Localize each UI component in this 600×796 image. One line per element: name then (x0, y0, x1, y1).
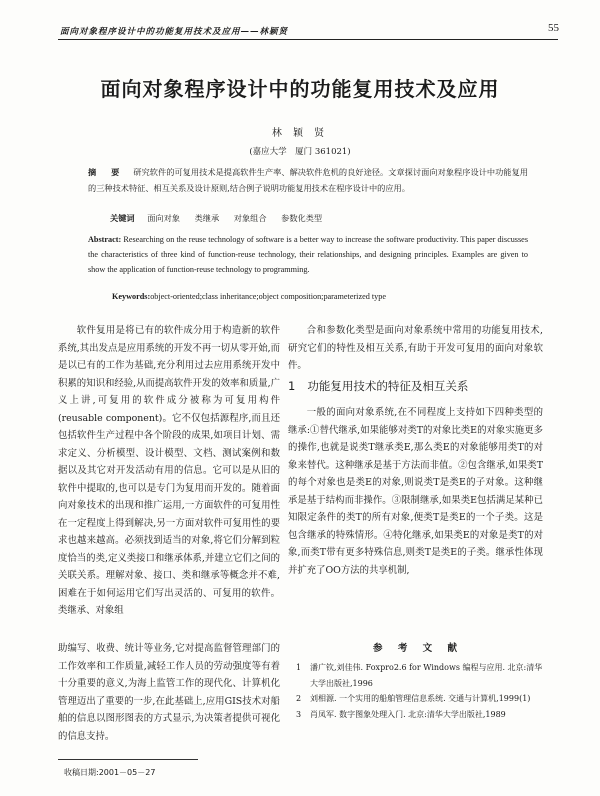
section-heading (288, 378, 548, 394)
body-paragraph-bottom-left: 助编写、收费、统计等业务,它对提高监督管理部门的工作效率和工作质量,减轻工作人员的劳动强度等有着十分重要的意义,为海上监管工作的现代化、计算机化管理迈出了重要的一步,在此基础上,应用GIS技术对船舶的信息以图形图表的方式显示,为决策者提供可视化的信息支持。 (58, 643, 280, 742)
abstract-text: 研究软件的可复用技术是提高软件生产率、解决软件危机的良好途径。文章探讨面向对象程序设计中功能复用的三种技术特征、相互关系及设计原则,结合例子说明功能复用技术在程序设计中的应用。 (88, 167, 528, 193)
received-date: 收稿日期:2001－05－27 (64, 768, 156, 777)
body-paragraph-right: 一般的面向对象系统,在不同程度上支持如下四种类型的继承:①替代继承,如果能够对类T的对象比类E的对象实施更多的操作,也就是说类T继承类E,那么类E的对象能够用类T的对象来替代。这种继承是基于方法而非值。②包含继承,如果类T的每个对象也是类E的对象,则说类T是类E的子对象。这种继承是基于结构而非操作。③限制继承,如果类E包括满足某种已知限定条件的类T的所有对象,便类T是类E的一个子类。这是包含继承的特殊情形。④特化继承,如果类E的对象是类T的对象,而类T带有更多特殊信息,则类T是类E的子类。继承性体现并扩充了OO方法的共享机制, (288, 407, 543, 576)
reference-number: 3 (296, 709, 302, 719)
body-paragraph-right-top: 合和参数化类型是面向对象系统中常用的功能复用技术,研究它们的特性及相互关系,有助于开发可复用的面向对象软件。 (288, 325, 543, 371)
reference-number: 1 (296, 663, 302, 672)
abstract-en-text: Researching on the reuse technology of software is a better way to increase the software productivity. This paper discusses the characteristics of three kind of function-reuse technology, their relationships, and designing principles. Examples are given to show the application of function-reuse technology to programming. (88, 235, 529, 274)
reference-number: 2 (296, 694, 302, 703)
keyword-item: 对象组合 (233, 213, 267, 223)
abstract-en-label: Abstract: (88, 235, 122, 244)
references-list (296, 660, 548, 722)
reference-text: 肖凤军. 数字图象处理入门. 北京:清华大学出版社,1989 (310, 709, 506, 719)
author-name: 林 颖 贤 (271, 128, 329, 139)
references-heading: 参 考 文 献 (373, 643, 463, 654)
author-affiliation: (嘉应大学 厦门 361021) (249, 147, 351, 157)
keyword-item: 参数化类型 (281, 213, 323, 223)
page-number: 55 (548, 22, 559, 34)
footnote-rule (58, 759, 198, 760)
article-title: 面向对象程序设计中的功能复用技术及应用 (100, 77, 500, 101)
keyword-item: 类继承 (194, 213, 220, 223)
reference-item (296, 707, 548, 723)
keywords-english (112, 292, 532, 301)
reference-item (296, 691, 548, 707)
reference-text: 潘广钦,刘佳伟. Foxpro2.6 for Windows 编程与应用. 北京:清华大学出版社,1996 (310, 663, 543, 688)
keywords-en-text: object-oriented;class inheritance;object composition;parameterized type (150, 292, 386, 301)
reference-text: 刘相源. 一个实用的船舶管理信息系统. 交通与计算机,1999(1) (310, 694, 531, 703)
reference-item (296, 660, 548, 691)
keywords-label: 关键词 (110, 213, 135, 223)
section-title: 功能复用技术的特征及相互关系 (307, 379, 469, 393)
keyword-item: 面向对象 (147, 213, 180, 223)
running-head: 面向对象程序设计中的功能复用技术及应用——林颖贤 (60, 27, 289, 37)
abstract-label: 摘 要 (88, 167, 126, 177)
section-number: 1 (288, 379, 296, 393)
abstract-chinese (88, 165, 528, 196)
body-paragraph-left: 软件复用是将已有的软件成分用于构造新的软件系统,其出发点是应用系统的开发不再一切从零开始,而是以已有的工作为基础,充分利用过去应用系统开发中积累的知识和经验,从而提高软件开发的效率和质量,广义上讲,可复用的软件成分被称为可复用构件(reusable component)。它不仅包括源程序,而且还包括软件生产过程中各个阶段的成果,如项目计划、需求定义、分析模型、设计模型、文档、测试案例和数据以及其它对开发活动有用的信息。它可以是从旧的软件中提取的,也可以是专门为复用而开发的。随着面向对象技术的出现和推广运用,一方面软件的可复用性在一定程度上得到解决,另一方面对软件可复用性的要求也越来越高。必须找到适当的对象,将它们分解到粒度恰当的类,定义类接口和继承体系,并建立它们之间的关联关系。理解对象、接口、类和继承等概念并不难,困难在于如何运用它们写出灵活的、可复用的软件。类继承、对象组 (58, 325, 280, 616)
abstract-english (88, 233, 528, 277)
header-rule (58, 39, 558, 40)
keywords-en-label: Keywords: (112, 292, 151, 301)
keywords-chinese (110, 213, 530, 224)
